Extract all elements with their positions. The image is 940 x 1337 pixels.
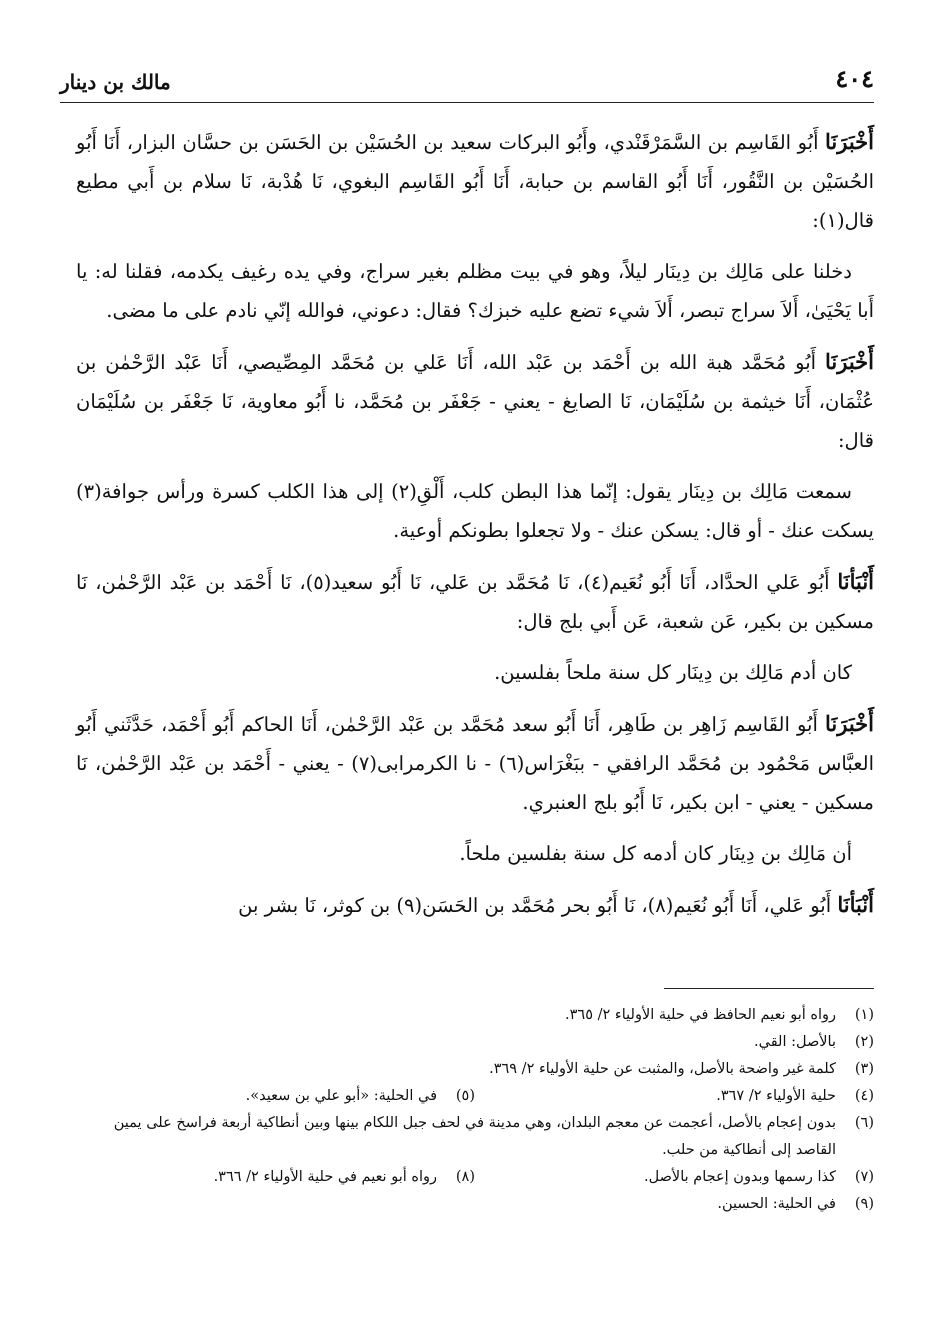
footnote bbox=[76, 1002, 874, 1029]
paragraph-text: سمعت مَالِك بن دِينَار يقول: إنّما هذا البطن كلب، أَلْقِ(٢) إلى هذا الكلب كسرة ورأس جوافة(٣) يسكت عنك - أو قال: يسكن عنك - ولا تجعلوا بطونكم أوعية. bbox=[76, 480, 874, 542]
footnote bbox=[76, 1191, 874, 1218]
paragraph bbox=[76, 342, 874, 460]
paragraph bbox=[76, 122, 874, 240]
narration-lead: أَنْبَأنَا bbox=[837, 892, 874, 917]
footnote-row bbox=[76, 1164, 874, 1191]
paragraph bbox=[76, 472, 874, 550]
footnote-text: حلية الأولياء ٢/ ٣٦٧. bbox=[716, 1088, 836, 1104]
paragraph-text: أن مَالِك بن دِينَار كان أدمه كل سنة بفلسين ملحاً. bbox=[459, 842, 852, 865]
footnote-number: (٢) bbox=[854, 1034, 874, 1050]
narration-lead: أَخْبَرَنَا bbox=[825, 129, 874, 154]
footnote-row bbox=[76, 1083, 874, 1110]
footnote bbox=[475, 1164, 874, 1191]
footnote bbox=[76, 1083, 475, 1110]
footnotes bbox=[76, 1002, 874, 1218]
footnote-number: (٧) bbox=[854, 1169, 874, 1185]
footnote-text: رواه أبو نعيم في حلية الأولياء ٢/ ٣٦٦. bbox=[213, 1169, 437, 1185]
paragraph-text: أَبُو القَاسِم بن السَّمَرْقَنْدي، وأَبُو البركات سعيد بن الحُسَيْن بن الحَسَن بن حسَّان البزار، أَنَا أَبُو الحُسَيْن بن النَّقُور، أَنَا أَبُو القاسم بن حبابة، أَنَا أَبُو القَاسِم البغوي، نَا هُدْبة، نَا سلام بن أَبي مطيع قال(١): bbox=[76, 131, 874, 232]
narration-lead: أَنْبَأنَا bbox=[837, 569, 875, 594]
footnote bbox=[76, 1110, 874, 1164]
footnote-text: في الحلية: «أبو علي بن سعيد». bbox=[245, 1088, 437, 1104]
narration-lead: أَخْبَرَنَا bbox=[825, 349, 874, 374]
paragraph bbox=[76, 704, 874, 822]
footnote-number: (١) bbox=[854, 1007, 874, 1023]
paragraph bbox=[76, 562, 874, 641]
paragraph bbox=[76, 252, 874, 330]
footnote-number: (٦) bbox=[854, 1115, 874, 1131]
footnote-text: كذا رسمها وبدون إعجام بالأصل. bbox=[644, 1169, 836, 1185]
footnote bbox=[76, 1056, 874, 1083]
footnote-text: رواه أبو نعيم الحافظ في حلية الأولياء ٢/ ٣٦٥. bbox=[565, 1007, 836, 1023]
paragraph-text: أَبُو القَاسِم زَاهِر بن طَاهِر، أَنَا أَبُو سعد مُحَمَّد بن عَبْد الرَّحْمٰن، أَنَا الحاكم أَبُو أَحْمَد، حَدَّثَني أَبُو العبَّاس مَحْمُود بن مُحَمَّد الرافقي - ببَغْرَاس(٦) - نا الكرمرابى(٧) - يعني - أَحْمَد بن عَبْد الرَّحْمٰن، نَا مسكين - يعني - ابن بكير، نَا أَبُو بلج العنبري. bbox=[76, 713, 874, 814]
paragraph bbox=[76, 885, 874, 925]
paragraph-text: أَبُو مُحَمَّد هبة الله بن أَحْمَد بن عَبْد الله، أَنَا عَلي بن مُحَمَّد المِصِّيصي، أَنَا عَبْد الرَّحْمٰن بن عُثْمَان، أَنَا خيثمة بن سُلَيْمَان، نَا الصايغ - يعني - جَعْفَر بن مُحَمَّد، نا أَبُو معاوية، نَا جَعْفَر بن سُلَيْمَان قال: bbox=[76, 351, 874, 452]
paragraph-text: كان أدم مَالِك بن دِينَار كل سنة ملحاً بفلسين. bbox=[494, 661, 852, 684]
page-number: ٤٠٤ bbox=[835, 64, 874, 93]
footnote-text: بالأصل: القي. bbox=[754, 1034, 836, 1050]
footnote-number: (٥) bbox=[455, 1088, 475, 1104]
footnote bbox=[76, 1029, 874, 1056]
main-text bbox=[76, 122, 874, 937]
footnote-number: (٤) bbox=[854, 1088, 874, 1104]
narration-lead: أَخْبَرَنَا bbox=[825, 711, 874, 736]
footnote bbox=[76, 1164, 475, 1191]
paragraph-text: أَبُو عَلي، أَنَا أَبُو نُعَيم(٨)، نَا أَبُو بحر مُحَمَّد بن الحَسَن(٩) بن كوثر، نَا بشر بن bbox=[238, 894, 838, 917]
running-title: مالك بن دينار bbox=[60, 70, 171, 94]
paragraph bbox=[76, 834, 874, 873]
paragraph-text: أَبُو عَلي الحدَّاد، أَنَا أَبُو نُعَيم(٤)، نَا مُحَمَّد بن عَلي، نَا أَبُو سعيد(٥)، نَا أَحْمَد بن عَبْد الرَّحْمٰن، نَا مسكين بن بكير، عَن شعبة، عَن أَبي بلج قال: bbox=[76, 571, 874, 633]
footnote-text: بدون إعجام بالأصل، أعجمت عن معجم البلدان، وهي مدينة في لحف جبل اللكام بينها وبين أنطاكية أربعة فراسخ على يمين القاصد إلى أنطاكية من حلب. bbox=[113, 1115, 836, 1158]
footnote-separator bbox=[664, 988, 874, 989]
footnote-number: (٨) bbox=[455, 1169, 475, 1185]
footnote-text: في الحلية: الحسين. bbox=[717, 1196, 836, 1212]
footnote bbox=[475, 1083, 874, 1110]
footnote-text: كلمة غير واضحة بالأصل، والمثبت عن حلية الأولياء ٢/ ٣٦٩. bbox=[489, 1061, 836, 1077]
footnote-number: (٣) bbox=[854, 1061, 874, 1077]
page-header bbox=[60, 62, 874, 103]
footnote-number: (٩) bbox=[854, 1196, 874, 1212]
paragraph-text: دخلنا على مَالِك بن دِينَار ليلاً، وهو في بيت مظلم بغير سراج، وفي يده رغيف يكدمه، فقلنا له: يا أَبا يَحْيَىٰ، أَلاَ سراج تبصر، أَلاَ شيء تضع عليه خبزك؟ فقال: دعوني، فوالله إنّي نادم على ما مضى. bbox=[76, 260, 874, 322]
paragraph bbox=[76, 653, 874, 692]
